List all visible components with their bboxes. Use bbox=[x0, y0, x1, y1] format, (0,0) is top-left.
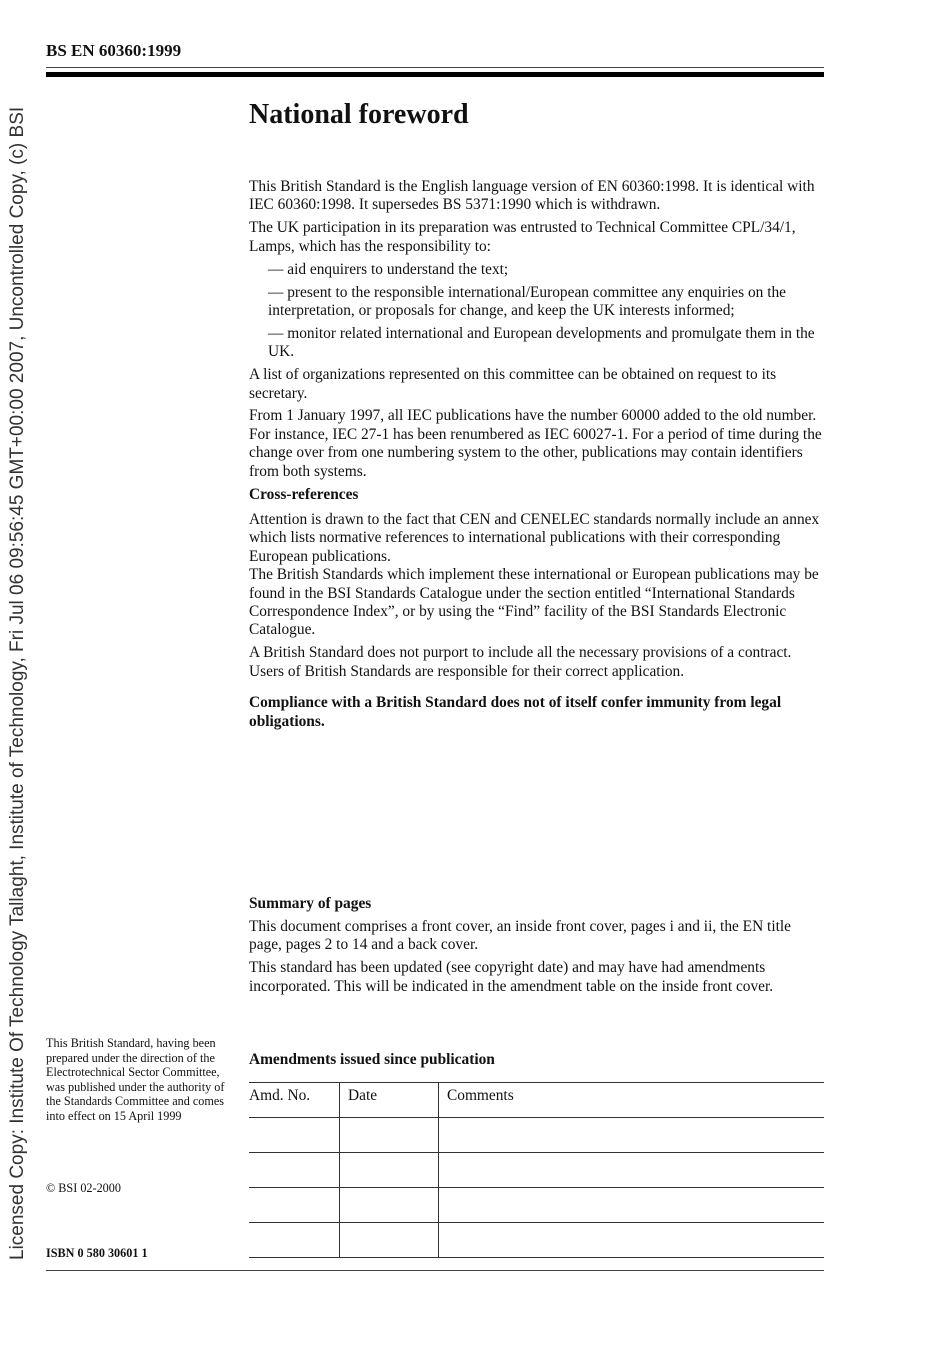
paragraph-committee: The UK participation in its preparation was entrusted to Technical Committee CPL/34/1, Lamps, which has the responsibility to: bbox=[249, 219, 796, 255]
table-row bbox=[249, 1223, 824, 1258]
foreword-body bbox=[249, 178, 824, 735]
column-header-comments: Comments bbox=[439, 1083, 825, 1118]
table-row bbox=[249, 1118, 824, 1153]
summary-paragraph: This document comprises a front cover, an inside front cover, pages i and ii, the EN title page, pages 2 to 14 and a back cover. bbox=[249, 917, 791, 954]
table-row bbox=[249, 1188, 824, 1223]
paragraph-numbering: From 1 January 1997, all IEC publications have the number 60000 added to the old number. For instance, IEC 27-1 has been renumbered as IEC 60027-1. For a period of time during the change over from one numbering system to the other, publications may contain identifiers from both systems. bbox=[249, 407, 822, 480]
column-header-date: Date bbox=[340, 1083, 439, 1118]
summary-heading: Summary of pages bbox=[249, 895, 372, 912]
document-id: BS EN 60360:1999 bbox=[46, 41, 182, 60]
footer-rule bbox=[46, 1270, 824, 1271]
summary-paragraph: This standard has been updated (see copyright date) and may have had amendments incorporated. This will be indicated in the amendment table on the inside front cover. bbox=[249, 959, 774, 995]
responsibility-item: — present to the responsible international/European committee any enquiries on the interpretation, or proposals for change, and keep the UK interests informed; bbox=[268, 283, 786, 319]
isbn: ISBN 0 580 30601 1 bbox=[46, 1246, 148, 1260]
compliance-statement: Compliance with a British Standard does not of itself confer immunity from legal obligations. bbox=[249, 694, 782, 730]
paragraph-organizations: A list of organizations represented on this committee can be obtained on request to its secretary. bbox=[249, 366, 777, 402]
header-rule-thick bbox=[46, 72, 824, 77]
paragraph-crossref-annex: Attention is drawn to the fact that CEN and CENELEC standards normally include an annex which lists normative references to international publications with their corresponding European publications. bbox=[249, 511, 820, 565]
responsibility-item: — aid enquirers to understand the text; bbox=[268, 260, 509, 278]
amendments-table bbox=[249, 1082, 824, 1258]
responsibility-item: — monitor related international and European developments and promulgate them in the UK. bbox=[268, 324, 815, 361]
column-header-amd-no: Amd. No. bbox=[249, 1083, 340, 1118]
license-watermark: Licensed Copy: Institute Of Technology Tallaght, Institute of Technology, Fri Jul 06 09:56:45 GMT+00:00 2007, Uncontrolled Copy, (c) BSI bbox=[7, 106, 28, 1260]
page-title: National foreword bbox=[249, 99, 469, 130]
crossref-heading: Cross-references bbox=[249, 485, 359, 503]
summary-of-pages bbox=[249, 895, 824, 1001]
amendments-title: Amendments issued since publication bbox=[249, 1051, 495, 1068]
publication-note: This British Standard, having been prepared under the direction of the Electrotechnical Sector Committee, was published under the authority of the Standards Committee and comes into effect on 15 April 1999 bbox=[46, 1036, 225, 1123]
table-row bbox=[249, 1153, 824, 1188]
paragraph-edition: This British Standard is the English language version of EN 60360:1998. It is identical with IEC 60360:1998. It supersedes BS 5371:1990 which is withdrawn. bbox=[249, 178, 815, 214]
paragraph-contract: A British Standard does not purport to include all the necessary provisions of a contract. Users of British Standards are responsible for their correct application. bbox=[249, 644, 792, 680]
header-rule-thin bbox=[46, 67, 824, 68]
table-header-row bbox=[249, 1083, 824, 1118]
paragraph-crossref-catalogue: The British Standards which implement these international or European publications may be found in the BSI Standards Catalogue under the section entitled “International Standards Correspondence Index”, or by using the “Find” facility of the BSI Standards Electronic Catalogue. bbox=[249, 566, 819, 639]
copyright-notice: © BSI 02-2000 bbox=[46, 1181, 121, 1195]
